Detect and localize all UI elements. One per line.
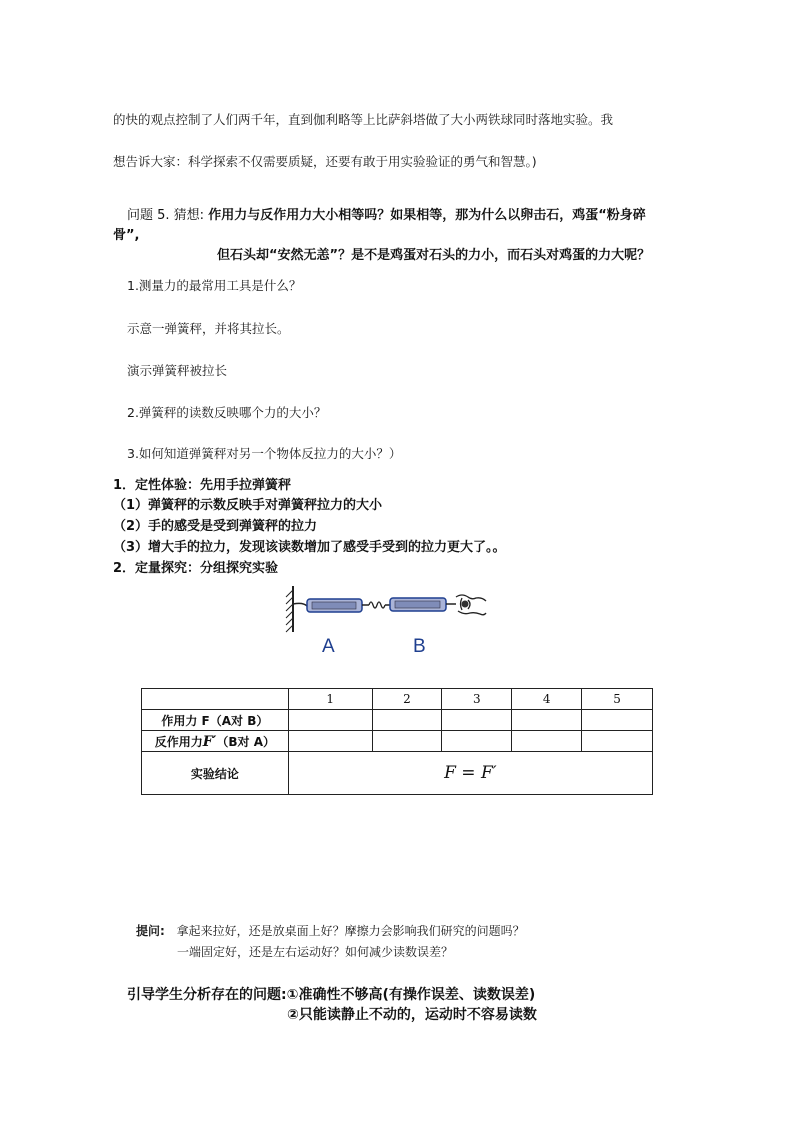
column-header: 2 <box>372 689 442 710</box>
table-row-conclusion <box>142 752 653 795</box>
step-measure-tool: 1.测量力的最常用工具是什么？ <box>127 278 302 293</box>
table-header-row <box>142 689 653 710</box>
reaction-label-suffix: （B对 A） <box>216 734 275 749</box>
quantitative-title: 2．定量探究：分组探究实验 <box>113 561 279 576</box>
spring-scale-figure <box>276 584 490 634</box>
label-spring-a: A <box>322 636 335 657</box>
step-show-scale: 示意一弹簧秤，并将其拉长。 <box>127 321 290 336</box>
guidance-line-2: ②只能读静止不动的，运动时不容易读数 <box>287 1007 537 1023</box>
table-cell <box>442 731 512 752</box>
reaction-label-prefix: 反作用力 <box>154 734 203 749</box>
table-cell <box>512 731 582 752</box>
qualitative-item-3: （3）增大手的拉力，发现该读数增加了感受手受到的拉力更大了。。 <box>113 540 506 555</box>
row-label-conclusion: 实验结论 <box>142 752 289 795</box>
label-spring-b: B <box>413 636 426 657</box>
qualitative-title: 1．定性体验：先用手拉弹簧秤 <box>113 478 292 493</box>
table-cell <box>372 731 442 752</box>
table-cell <box>582 710 653 731</box>
question-5-line-1 <box>127 204 646 223</box>
question-5-text: 作用力与反作用力大小相等吗？如果相等，那为什么以卵击石，鸡蛋“粉身碎 <box>208 208 646 223</box>
column-header: 1 <box>288 689 372 710</box>
step-demo-stretch: 演示弹簧秤被拉长 <box>127 363 228 378</box>
table-row-action-force <box>142 710 653 731</box>
conclusion-formula: F = F′ <box>288 752 652 795</box>
step-reaction-force: 3.如何知道弹簧秤对另一个物体反拉力的大小？） <box>127 446 402 461</box>
guidance-line-1: 引导学生分析存在的问题:①准确性不够高(有操作误差、读数误差) <box>127 987 536 1003</box>
table-cell <box>372 710 442 731</box>
row-label-reaction-force <box>142 731 289 752</box>
table-cell <box>288 731 372 752</box>
table-cell <box>442 710 512 731</box>
paragraph-line-2: 想告诉大家：科学探索不仅需要质疑，还要有敢于用实验验证的勇气和智慧。) <box>113 154 537 169</box>
question-5-text-cont-2: 但石头却“安然无恙”？是不是鸡蛋对石头的力小，而石头对鸡蛋的力大呢？ <box>217 248 651 263</box>
row-label-action-force: 作用力 F（A对 B） <box>142 710 289 731</box>
experiment-table <box>141 688 653 795</box>
column-header: 5 <box>582 689 653 710</box>
table-corner-cell <box>142 689 289 710</box>
table-row-reaction-force <box>142 731 653 752</box>
table-cell <box>512 710 582 731</box>
column-header: 4 <box>512 689 582 710</box>
table-cell <box>582 731 653 752</box>
reaction-label-symbol: F′ <box>202 733 217 750</box>
qualitative-item-2: （2）手的感受是受到弹簧秤的拉力 <box>113 519 318 534</box>
questions-line-1 <box>136 922 525 939</box>
table-cell <box>288 710 372 731</box>
question-5-text-cont: 骨”, <box>113 228 140 243</box>
question-5-line-2 <box>113 224 139 243</box>
question-5-line-3 <box>217 244 650 263</box>
paragraph-line-1: 的快的观点控制了人们两千年，直到伽利略等上比萨斜塔做了大小两铁球同时落地实验。我 <box>113 112 614 127</box>
step-reading-force: 2.弹簧秤的读数反映哪个力的大小？ <box>127 405 327 420</box>
spring-scale-illustration <box>276 584 490 634</box>
column-header: 3 <box>442 689 512 710</box>
qualitative-item-1: （1）弹簧秤的示数反映手对弹簧秤拉力的大小 <box>113 498 383 513</box>
questions-line-2: 一端固定好，还是左右运动好？如何减少读数误差？ <box>177 945 454 959</box>
questions-text-1: 拿起来拉好，还是放桌面上好？摩擦力会影响我们研究的问题吗？ <box>176 924 525 938</box>
questions-label: 提问: <box>136 924 165 938</box>
question-5-label: 问题 5. 猜想: <box>127 208 205 223</box>
